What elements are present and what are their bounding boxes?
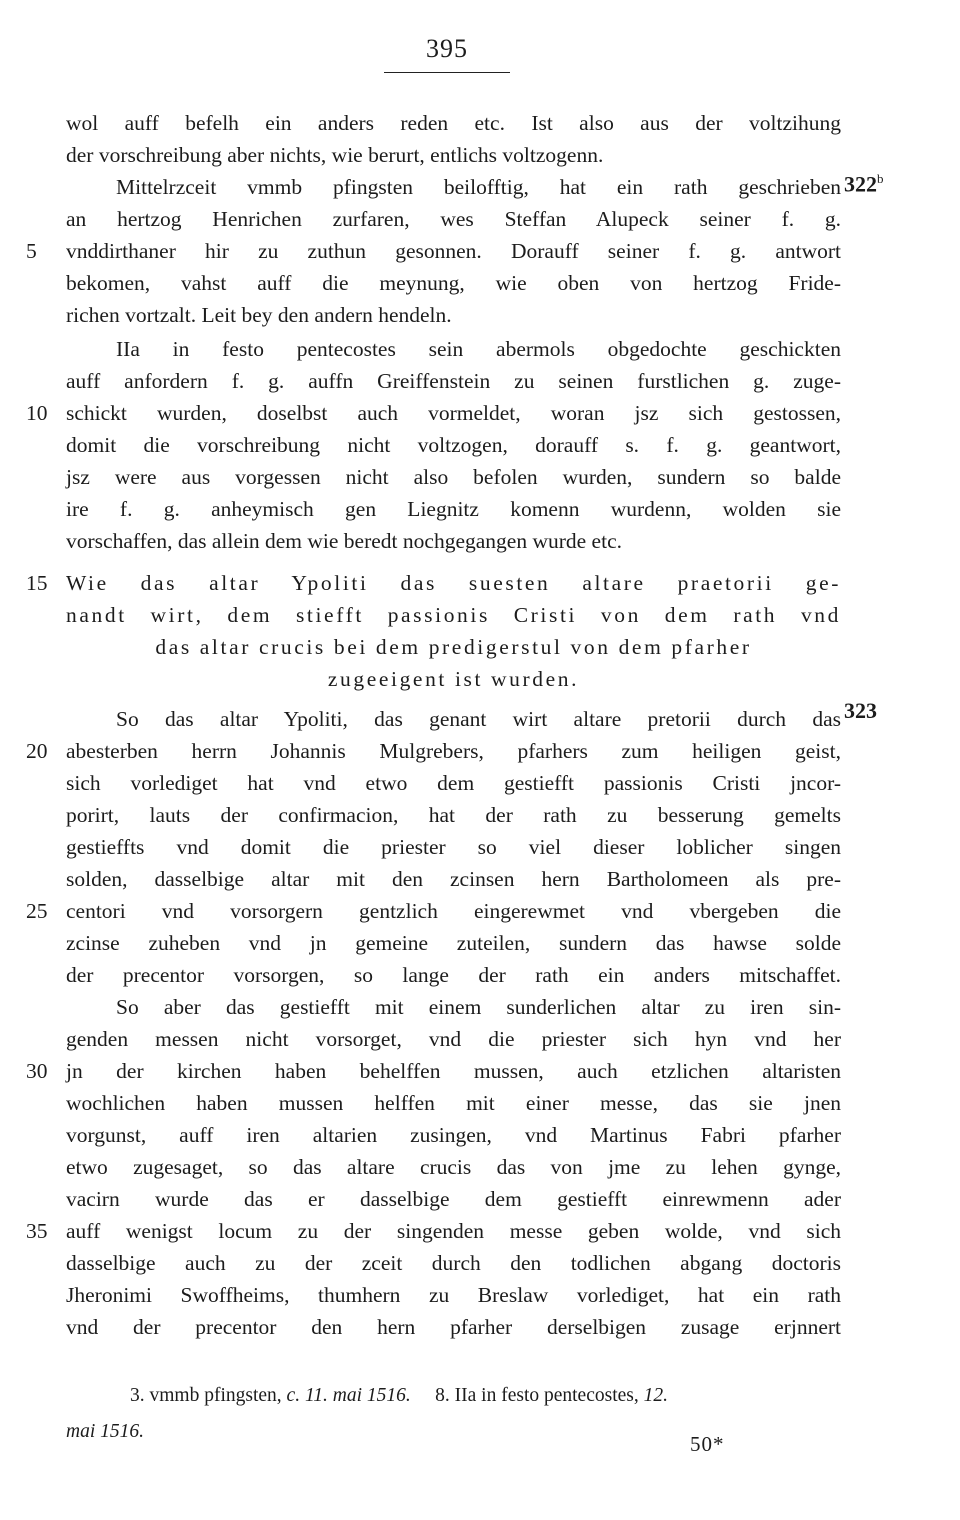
- footnote-1-date: c. 11. mai 1516.: [286, 1385, 411, 1406]
- text-line: der vorschreibung aber nichts, wie berurt, entlichs voltzogenn.: [66, 143, 604, 167]
- text-line: zugeeigent ist wurden.: [327, 667, 580, 691]
- margin-folio-side: b: [877, 171, 884, 186]
- footnote-2-ref: 8. IIa in festo pentecostes,: [435, 1385, 639, 1406]
- line-number: 10: [26, 401, 48, 425]
- text-line: domit die vorschreibung nicht voltzogen, dorauff s. f. g. geantwort,: [66, 433, 841, 457]
- footnotes: [66, 1378, 842, 1450]
- margin-folio-note: [844, 696, 877, 726]
- signature-mark: 50*: [690, 1432, 725, 1456]
- text-line: zcinse zuheben vnd jn gemeine zuteilen, sundern das hawse solde: [66, 931, 841, 955]
- text-line: nandt wirt, dem stiefft passionis Cristi von dem rath vnd: [66, 603, 841, 627]
- text-line: abesterben herrn Johannis Mulgrebers, pfarhers zum heiligen geist,: [66, 739, 841, 763]
- text-line: genden messen nicht vorsorget, vnd die priester sich hyn vnd her: [66, 1027, 841, 1051]
- margin-folio-number: 322: [844, 171, 877, 197]
- text-line: vacirn wurde das er dasselbige dem gestiefft einrewmenn ader: [66, 1187, 841, 1211]
- text-line: schickt wurden, doselbst auch vormeldet, woran jsz sich gestossen,: [66, 401, 841, 425]
- page-number-rule: [384, 72, 510, 73]
- text-line: solden, dasselbige altar mit den zcinsen hern Bartholomeen als pre-: [66, 867, 841, 891]
- page-number: 395: [426, 34, 468, 63]
- footnote-2-date-b: mai 1516.: [66, 1421, 144, 1442]
- text-line: jsz were aus vorgessen nicht also befolen wurden, sundern so balde: [66, 465, 841, 489]
- line-number: 15: [26, 571, 48, 595]
- margin-folio-number: 323: [844, 698, 877, 723]
- text-line: Jheronimi Swoffheims, thumhern zu Breslaw vorlediget, hat ein rath: [66, 1283, 841, 1307]
- text-line: gestieffts vnd domit die priester so viel dieser loblicher singen: [66, 835, 841, 859]
- text-line: Mittelrzceit vmmb pfingsten beilofftig, hat ein rath geschrieben: [116, 175, 841, 199]
- footnote-1-ref: 3. vmmb pfingsten,: [130, 1385, 282, 1406]
- text-line: So aber das gestiefft mit einem sunderlichen altar zu iren sin-: [116, 995, 841, 1019]
- text-line: auff wenigst locum zu der singenden messe geben wolde, vnd sich: [66, 1219, 841, 1243]
- line-number: 20: [26, 739, 48, 763]
- text-line: der precentor vorsorgen, so lange der rath ein anders mitschaffet.: [66, 963, 841, 987]
- text-line: jn der kirchen haben behelffen mussen, auch etzlichen altaristen: [66, 1059, 841, 1083]
- text-line: richen vortzalt. Leit bey den andern hendeln.: [66, 303, 452, 327]
- text-line: porirt, lauts der confirmacion, hat der rath zu besserung gemelts: [66, 803, 841, 827]
- text-line: wochlichen haben mussen helffen mit einer messe, das sie jnen: [66, 1091, 841, 1115]
- text-line: auff anfordern f. g. auffn Greiffenstein zu seinen furstlichen g. zuge-: [66, 369, 841, 393]
- line-number: 35: [26, 1219, 48, 1243]
- text-line: vorgunst, auff iren altarien zusingen, vnd Martinus Fabri pfarher: [66, 1123, 841, 1147]
- text-line: dasselbige auch zu der zceit durch den todlichen abgang doctoris: [66, 1251, 841, 1275]
- text-line: IIa in festo pentecostes sein abermols obgedochte geschickten: [116, 337, 841, 361]
- text-line: bekomen, vahst auff die meynung, wie oben von hertzog Fride-: [66, 271, 841, 295]
- text-line: ire f. g. anheymisch gen Liegnitz komenn wurdenn, wolden sie: [66, 497, 841, 521]
- text-line: vnd der precentor den hern pfarher derselbigen zusage erjnnert: [66, 1315, 841, 1339]
- text-line: vorschaffen, das allein dem wie beredt nochgegangen wurde etc.: [66, 529, 622, 553]
- text-line: etwo zugesaget, so das altare crucis das von jme zu lehen gynge,: [66, 1155, 841, 1179]
- text-line: an hertzog Henrichen zurfaren, wes Steffan Alupeck seiner f. g.: [66, 207, 841, 231]
- text-line: wol auff befelh ein anders reden etc. Ist also aus der voltzihung: [66, 111, 841, 135]
- text-line: centori vnd vorsorgern gentzlich eingerewmet vnd vbergeben die: [66, 899, 841, 923]
- footnote-2-date-a: 12.: [643, 1385, 668, 1406]
- text-line: sich vorlediget hat vnd etwo dem gestiefft passionis Cristi jncor-: [66, 771, 841, 795]
- line-number: 30: [26, 1059, 48, 1083]
- text-line: So das altar Ypoliti, das genant wirt altare pretorii durch das: [116, 707, 841, 731]
- text-line: das altar crucis bei dem predigerstul von dem pfarher: [155, 635, 752, 659]
- line-number: 25: [26, 899, 48, 923]
- line-number: 5: [26, 239, 37, 263]
- text-line: Wie das altar Ypoliti das suesten altare praetorii ge-: [66, 571, 841, 595]
- text-line: vnddirthaner hir zu zuthun gesonnen. Dorauff seiner f. g. antwort: [66, 239, 841, 263]
- margin-folio-note: [844, 164, 884, 199]
